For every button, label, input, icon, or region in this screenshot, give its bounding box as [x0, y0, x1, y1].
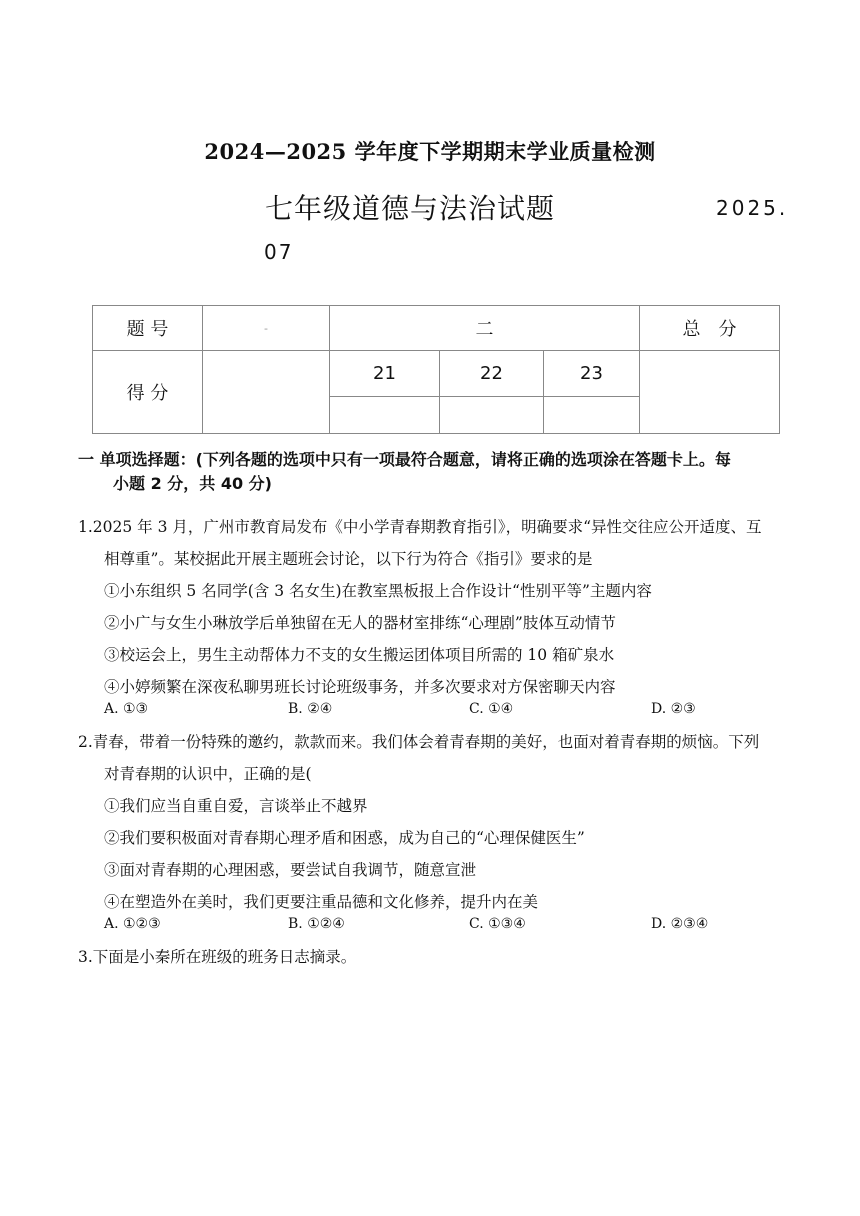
- question-1-statement: ②小广与女生小琳放学后单独留在无人的器材室排练“心理剧”肢体互动情节: [104, 614, 616, 632]
- question-1-statement: ①小东组织 5 名同学(含 3 名女生)在教室黑板报上合作设计“性别平等”主题内容: [104, 582, 652, 600]
- exam-date-part2: 07: [264, 240, 294, 264]
- question-2-option-a[interactable]: A. ①②③: [104, 916, 161, 932]
- question-1-statement: ④小婷频繁在深夜私聊男班长讨论班级事务，并多次要求对方保密聊天内容: [104, 678, 616, 696]
- question-2-stem: 2.青春，带着一份特殊的邀约，款款而来。我们体会着青春期的美好，也面对着青春期的烦恼。下列: [78, 733, 760, 751]
- question-1-option-d[interactable]: D. ②③: [651, 701, 696, 717]
- question-21-score-cell[interactable]: [330, 397, 440, 434]
- question-1-option-b[interactable]: B. ②④: [288, 701, 333, 717]
- question-21-header: 21: [330, 351, 440, 397]
- section-one-header: -: [203, 306, 330, 351]
- score-table: [92, 305, 780, 434]
- section-heading: 一 单项选择题：(下列各题的选项中只有一项最符合题意，请将正确的选项涂在答题卡上。每: [78, 450, 731, 469]
- question-2-statement: ①我们应当自重自爱，言谈举止不越界: [104, 797, 368, 815]
- section-heading-cont: 小题 2 分，共 40 分): [113, 474, 272, 493]
- section-two-header: 二: [330, 306, 640, 351]
- question-2-statement: ③面对青春期的心理困惑，要尝试自我调节，随意宣泄: [104, 861, 477, 879]
- question-1-stem-cont: 相尊重”。某校据此开展主题班会讨论，以下行为符合《指引》要求的是: [104, 550, 593, 568]
- question-2-option-d[interactable]: D. ②③④: [651, 916, 709, 932]
- question-22-header: 22: [440, 351, 544, 397]
- question-2-option-c[interactable]: C. ①③④: [469, 916, 526, 932]
- question-1-statement: ③校运会上，男生主动帮体力不支的女生搬运团体项目所需的 10 箱矿泉水: [104, 646, 615, 664]
- row-label-score: 得 分: [93, 351, 203, 434]
- total-score-header: 总 分: [640, 306, 780, 351]
- exam-date-part1: 2025.: [716, 196, 789, 220]
- question-1-option-a[interactable]: A. ①③: [104, 701, 149, 717]
- question-2-option-b[interactable]: B. ①②④: [288, 916, 345, 932]
- question-3-stem: 3.下面是小秦所在班级的班务日志摘录。: [78, 948, 357, 966]
- question-2-stem-cont: 对青春期的认识中，正确的是(: [104, 765, 312, 783]
- exam-title: 2024—2025 学年度下学期期末学业质量检测: [204, 139, 656, 164]
- question-1-stem: 1.2025 年 3 月，广州市教育局发布《中小学青春期教育指引》，明确要求“异性交往应公开适度、互: [78, 518, 762, 536]
- subject-title: 七年级道德与法治试题: [265, 192, 556, 225]
- question-2-statement: ④在塑造外在美时，我们更要注重品德和文化修养，提升内在美: [104, 893, 539, 911]
- row-label-question-number: 题 号: [93, 306, 203, 351]
- question-1-option-c[interactable]: C. ①④: [469, 701, 514, 717]
- question-23-header: 23: [544, 351, 640, 397]
- section-one-score-cell[interactable]: [203, 351, 330, 434]
- question-2-statement: ②我们要积极面对青春期心理矛盾和困惑，成为自己的“心理保健医生”: [104, 829, 585, 847]
- question-22-score-cell[interactable]: [440, 397, 544, 434]
- question-23-score-cell[interactable]: [544, 397, 640, 434]
- total-score-cell[interactable]: [640, 351, 780, 434]
